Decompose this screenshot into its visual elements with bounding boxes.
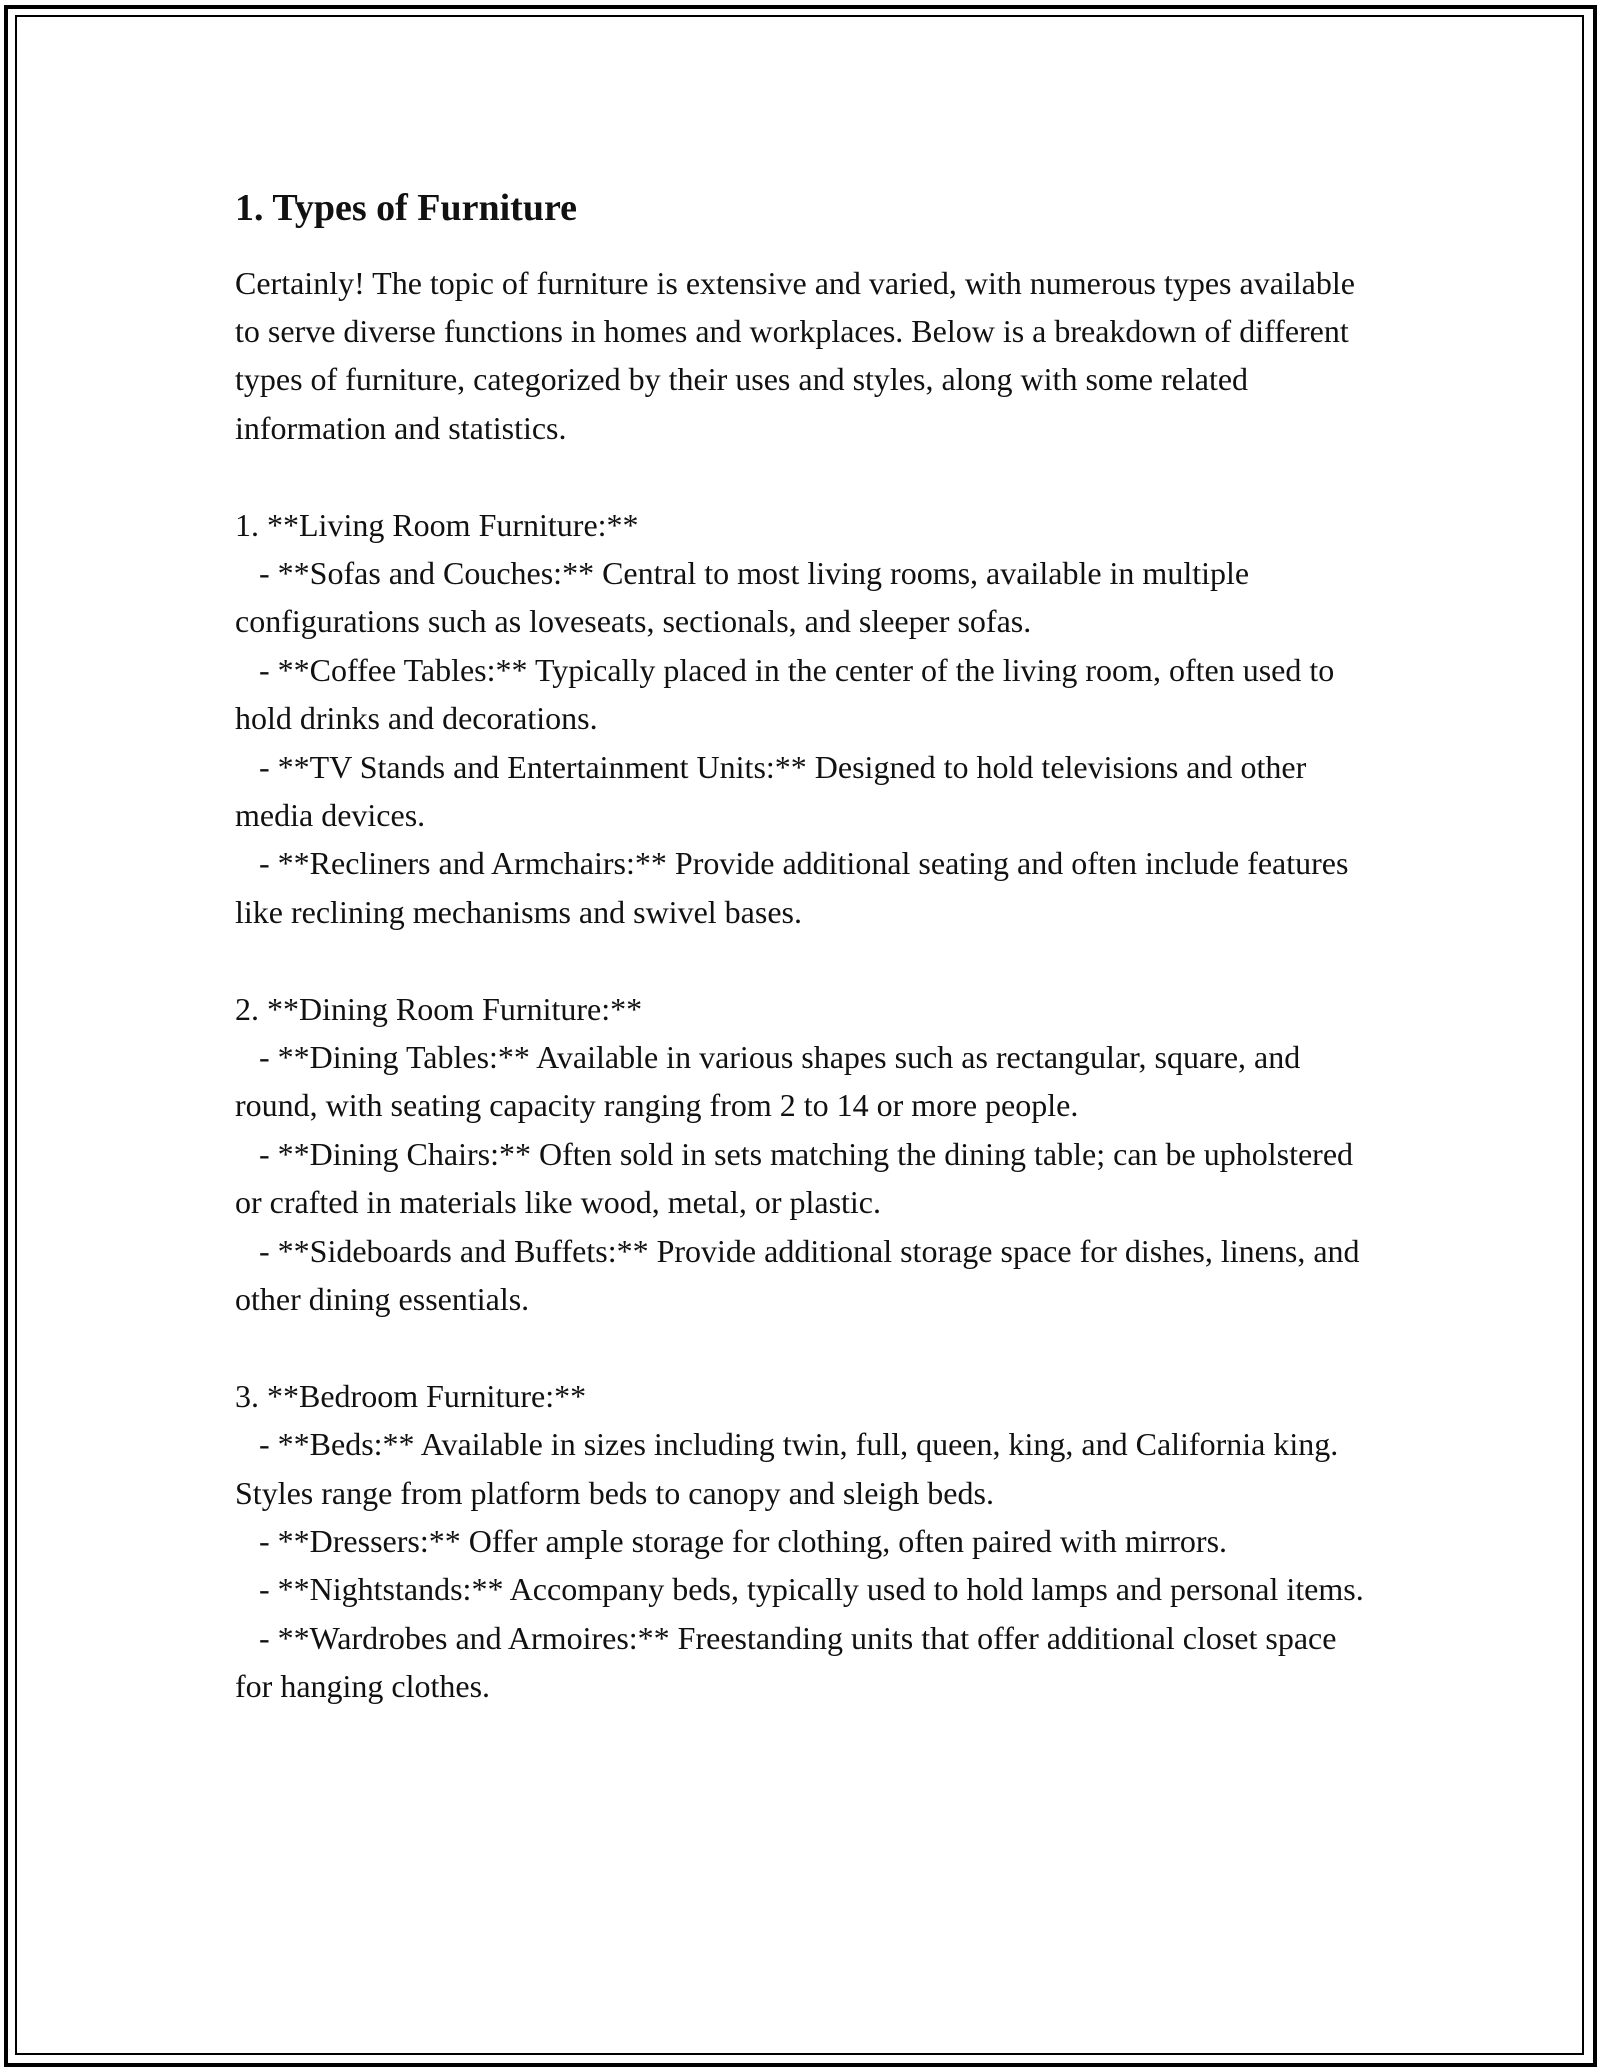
spacer <box>235 1323 1365 1371</box>
section-heading: 1. **Living Room Furniture:** <box>235 506 639 543</box>
list-item: - **Nightstands:** Accompany beds, typically used to hold lamps and personal items. <box>235 1571 1364 1608</box>
section-heading: 3. **Bedroom Furniture:** <box>235 1377 587 1414</box>
list-item: - **Beds:** Available in sizes including twin, full, queen, king, and California king. Styles range from platform beds to canopy and sleigh beds. <box>235 1426 1347 1511</box>
list-item: - **TV Stands and Entertainment Units:** Designed to hold televisions and other media devices. <box>235 748 1315 833</box>
section-heading: 2. **Dining Room Furniture:** <box>235 990 643 1027</box>
spacer <box>235 936 1365 984</box>
list-item: - **Wardrobes and Armoires:** Freestanding units that offer additional closet space for hanging clothes. <box>235 1619 1345 1705</box>
document-title: 1. Types of Furniture <box>235 187 578 229</box>
section-bedroom <box>235 1372 1365 1711</box>
section-living-room <box>235 501 1365 937</box>
section-dining-room <box>235 985 1368 1324</box>
list-item: - **Coffee Tables:** Typically placed in the center of the living room, often used to hold drinks and decorations. <box>235 651 1343 737</box>
document-body <box>235 185 1368 1711</box>
intro-paragraph: Certainly! The topic of furniture is extensive and varied, with numerous types available to serve diverse functions in homes and workplaces. Below is a breakdown of different types of furniture, categorized by their uses and styles, along with some related information and statistics. <box>235 264 1363 446</box>
list-item: - **Recliners and Armchairs:** Provide additional seating and often include features like reclining mechanisms and swivel bases. <box>235 845 1357 930</box>
list-item: - **Sideboards and Buffets:** Provide additional storage space for dishes, linens, and other dining essentials. <box>235 1232 1368 1317</box>
spacer <box>235 452 1365 500</box>
list-item: - **Dining Tables:** Available in various shapes such as rectangular, square, and round, with seating capacity ranging from 2 to 14 or more people. <box>235 1038 1309 1124</box>
list-item: - **Dressers:** Offer ample storage for clothing, often paired with mirrors. <box>235 1523 1228 1560</box>
list-item: - **Dining Chairs:** Often sold in sets matching the dining table; can be upholstered or crafted in materials like wood, metal, or plastic. <box>235 1135 1362 1221</box>
list-item: - **Sofas and Couches:** Central to most living rooms, available in multiple configurations such as loveseats, sectionals, and sleeper sofas. <box>235 554 1258 640</box>
